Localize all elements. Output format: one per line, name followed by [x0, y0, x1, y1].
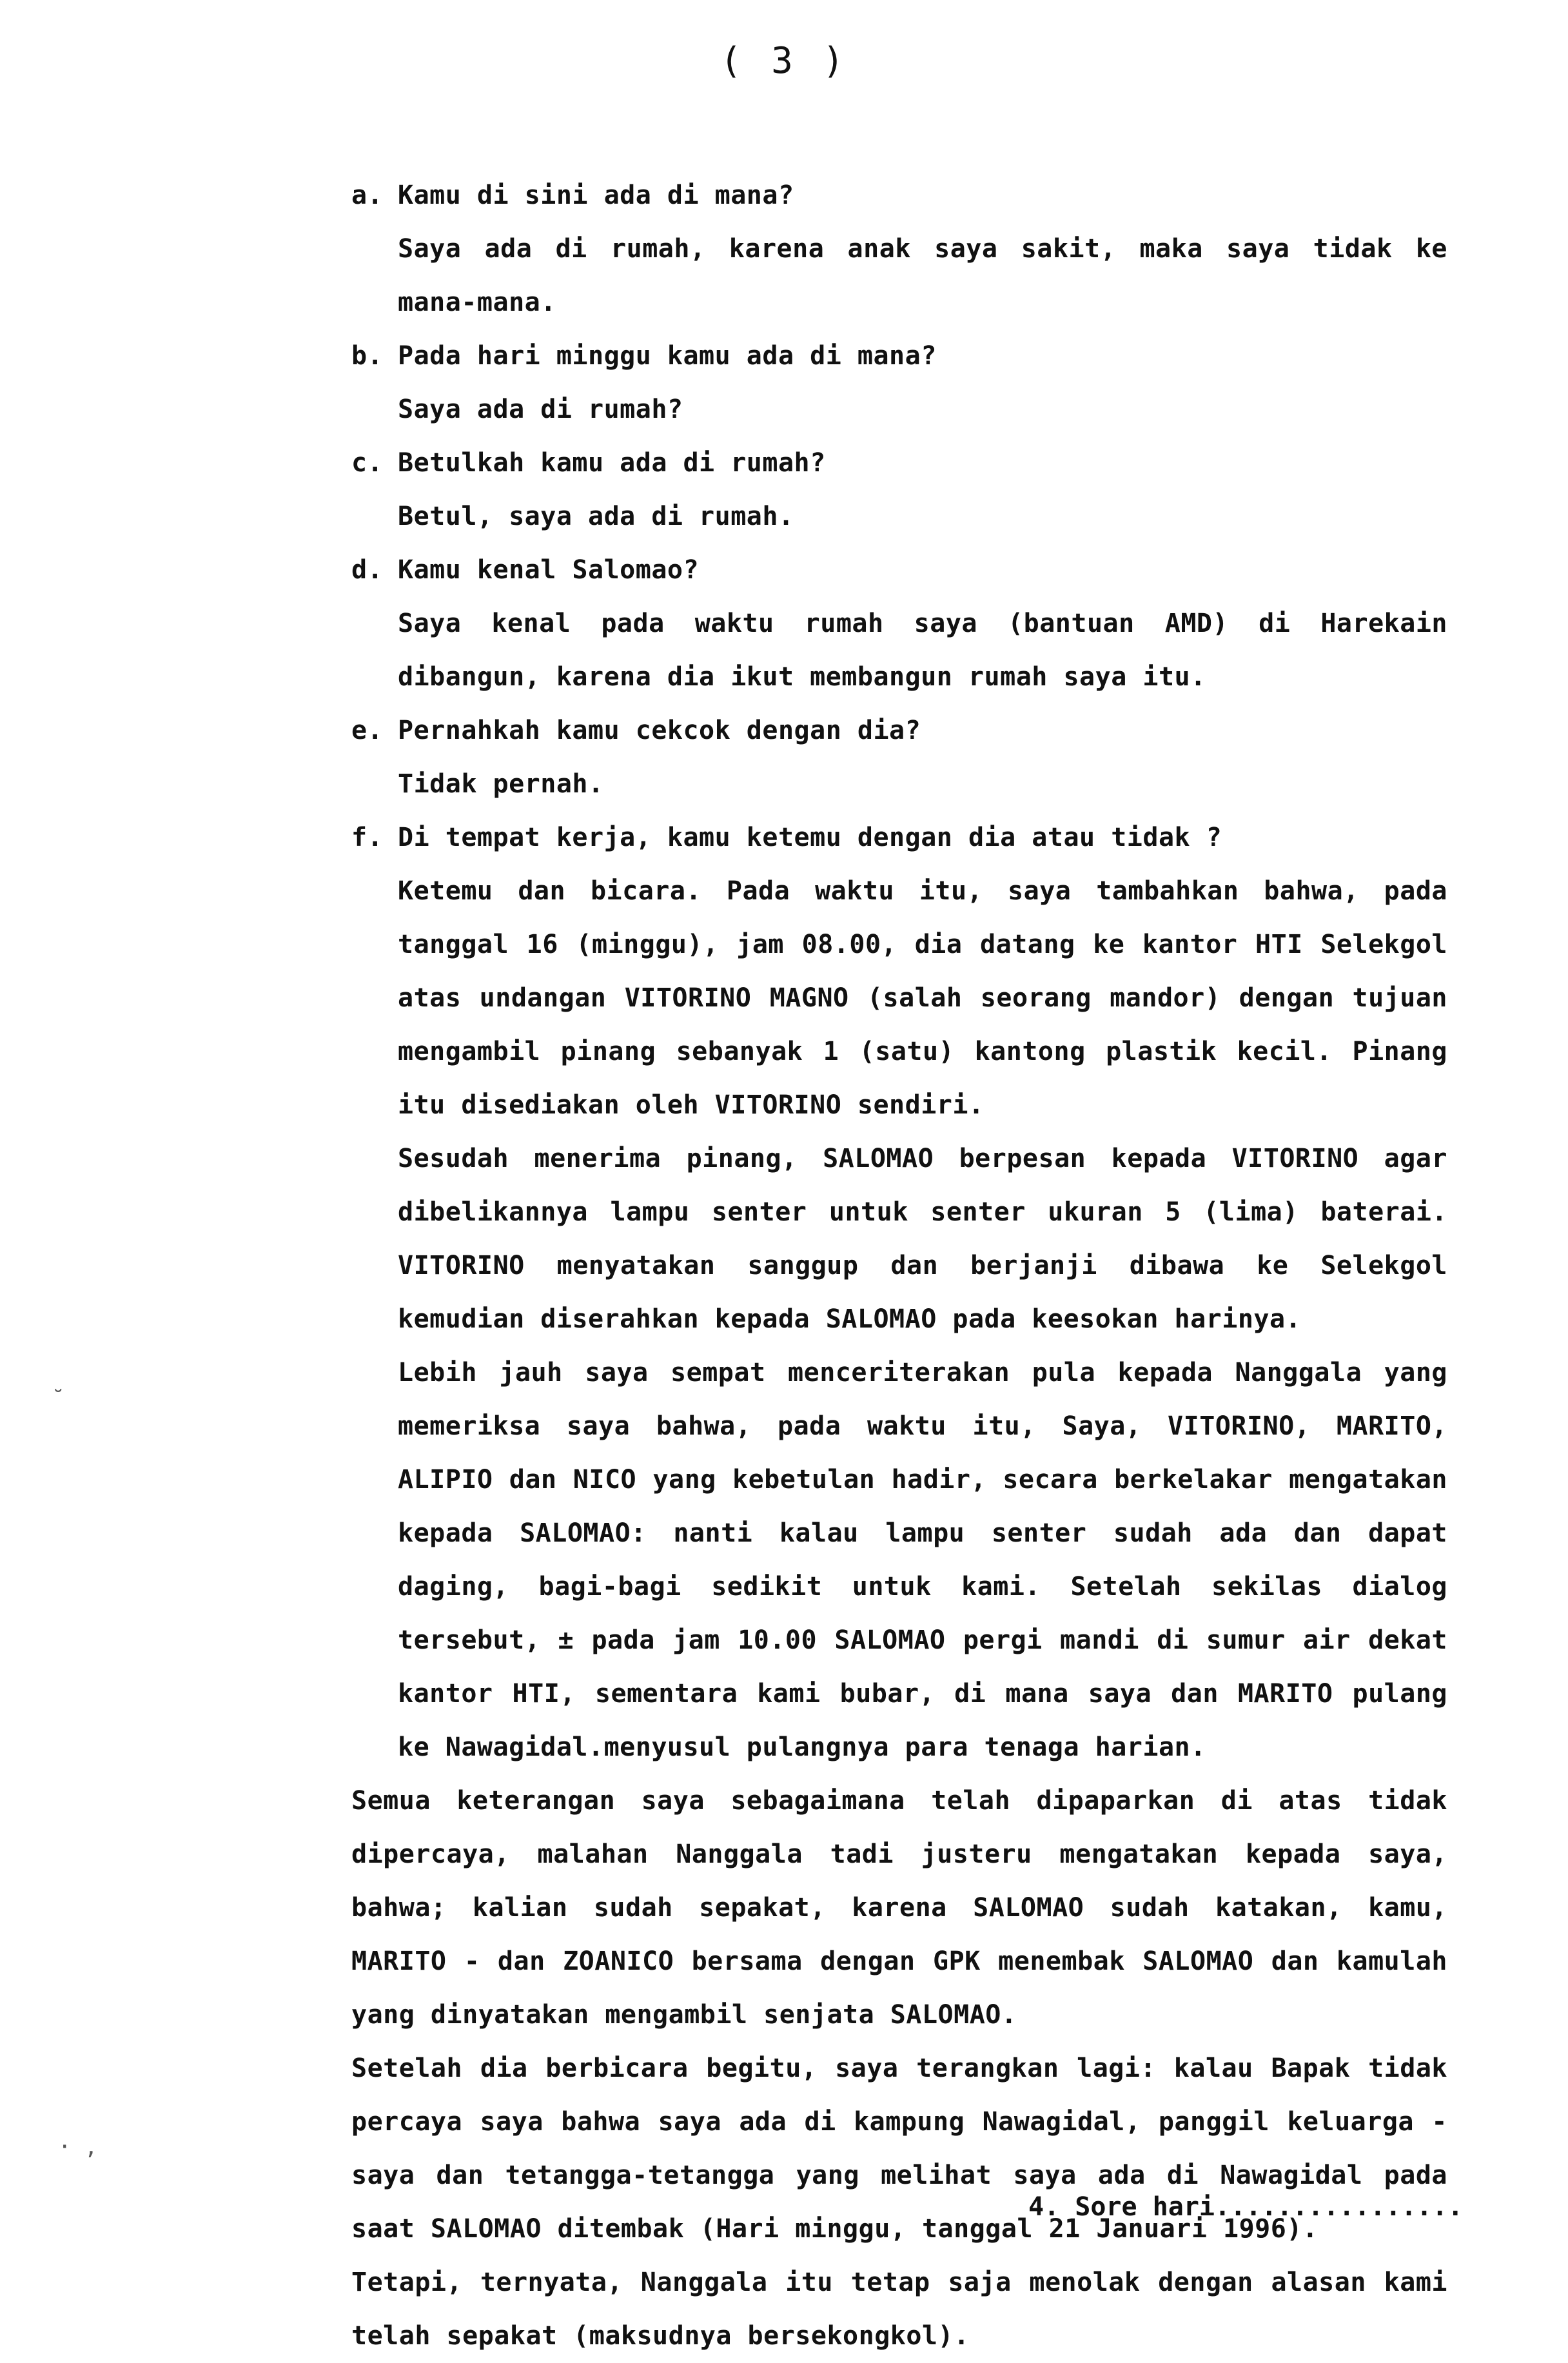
qa-answer-paragraph: Sesudah menerima pinang, SALOMAO berpesan kepada VITORINO agar dibelikannya lampu senter untuk senter ukuran 5 (lima) baterai. VITORINO menyatakan sanggup dan berjanji dibawa ke Selekgol kemudian diserahkan kepada SALOMAO pada keesokan harinya. — [398, 1144, 1447, 1334]
qa-question: Pernahkah kamu cekcok dengan dia? — [398, 716, 921, 745]
qa-question: Pada hari minggu kamu ada di mana? — [398, 341, 937, 371]
qa-item-c — [351, 436, 1447, 544]
qa-answer: Tidak pernah. — [398, 769, 604, 799]
qa-answer-paragraph: Ketemu dan bicara. Pada waktu itu, saya tambahkan bahwa, pada tanggal 16 (minggu), jam 08.00, dia datang ke kantor HTI Selekgol atas undangan VITORINO MAGNO (salah seorang mandor) dengan tujuan mengambil pinang sebanyak 1 (satu) kantong plastik kecil. Pinang itu disediakan oleh VITORINO sendiri. — [398, 876, 1447, 1120]
qa-label: e. — [351, 716, 384, 745]
qa-answer: Betul, saya ada di rumah. — [398, 502, 794, 531]
scan-mark: · , — [58, 2134, 98, 2160]
qa-item-e — [351, 704, 1447, 811]
qa-label: a. — [351, 181, 384, 210]
footer-catchword: 4. Sore hari................ — [1028, 2192, 1464, 2222]
qa-label: b. — [351, 341, 384, 371]
qa-question: Kamu kenal Salomao? — [398, 555, 700, 585]
qa-question: Kamu di sini ada di mana? — [398, 181, 794, 210]
qa-item-a — [351, 169, 1447, 329]
qa-item-b — [351, 329, 1447, 436]
body-paragraph: Setelah dia berbicara begitu, saya terangkan lagi: kalau Bapak tidak percaya saya bahwa saya ada di kampung Nawagidal, panggil keluarga - saya dan tetangga-tetangga yang melihat saya ada di Nawagidal pada saat SALOMAO ditembak (Hari minggu, tanggal 21 Januari 1996). — [351, 2054, 1447, 2244]
qa-label: f. — [351, 823, 384, 852]
qa-answer: Saya ada di rumah? — [398, 395, 683, 424]
document-body — [351, 169, 1447, 2363]
qa-item-f — [351, 811, 1447, 1774]
qa-answer: Saya ada di rumah, karena anak saya sakit, maka saya tidak ke mana-mana. — [398, 234, 1447, 317]
page-number: ( 3 ) — [720, 40, 848, 82]
scan-mark: ˘ — [52, 1386, 65, 1412]
qa-label: d. — [351, 555, 384, 585]
qa-answer-paragraph: Lebih jauh saya sempat menceriterakan pula kepada Nanggala yang memeriksa saya bahwa, pada waktu itu, Saya, VITORINO, MARITO, ALIPIO dan NICO yang kebetulan hadir, secara berkelakar mengatakan kepada SALOMAO: nanti kalau lampu senter sudah ada dan dapat daging, bagi-bagi sedikit untuk kami. Setelah sekilas dialog tersebut, ± pada jam 10.00 SALOMAO pergi mandi di sumur air dekat kantor HTI, sementara kami bubar, di mana saya dan MARITO pulang ke Nawagidal.menyusul pulangnya para tenaga harian. — [398, 1358, 1447, 1762]
qa-label: c. — [351, 448, 384, 478]
qa-answer: Saya kenal pada waktu rumah saya (bantuan AMD) di Harekain dibangun, karena dia ikut membangun rumah saya itu. — [398, 609, 1447, 692]
body-paragraph: Tetapi, ternyata, Nanggala itu tetap saja menolak dengan alasan kami telah sepakat (maksudnya bersekongkol). — [351, 2268, 1447, 2351]
qa-item-d — [351, 544, 1447, 704]
body-paragraph: Semua keterangan saya sebagaimana telah dipaparkan di atas tidak dipercaya, malahan Nanggala tadi justeru mengatakan kepada saya, bahwa; kalian sudah sepakat, karena SALOMAO sudah katakan, kamu, MARITO - dan ZOANICO bersama dengan GPK menembak SALOMAO dan kamulah yang dinyatakan mengambil senjata SALOMAO. — [351, 1786, 1447, 2030]
qa-question: Di tempat kerja, kamu ketemu dengan dia atau tidak ? — [398, 823, 1222, 852]
qa-question: Betulkah kamu ada di rumah? — [398, 448, 826, 478]
